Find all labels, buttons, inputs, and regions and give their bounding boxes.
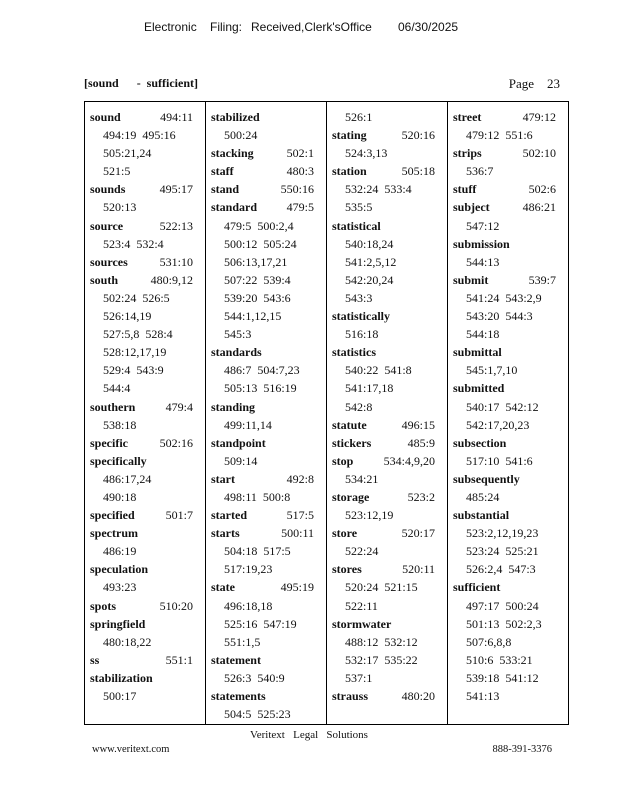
- index-refs: 505:18: [401, 164, 435, 179]
- index-term: stormwater: [332, 616, 392, 631]
- index-entry-first-line: [90, 180, 201, 198]
- index-entry-refs: 522:24: [345, 544, 379, 559]
- index-refs: 522:13: [159, 218, 193, 233]
- index-entry-first-line: [211, 144, 322, 162]
- index-entry: [332, 126, 443, 162]
- index-entry-refs: 541:24 543:2,9: [466, 290, 542, 305]
- index-term: stabilization: [90, 670, 153, 685]
- index-entry-refs: 541:17,18: [345, 381, 394, 396]
- index-entry: [211, 524, 322, 578]
- index-entry-refs: 494:19 495:16: [103, 128, 176, 143]
- index-entry-refs: 502:24 526:5: [103, 290, 170, 305]
- index-entry-refs: 500:24: [224, 128, 258, 143]
- index-entry-first-line: [332, 343, 443, 361]
- index-refs: 480:20: [401, 689, 435, 703]
- index-refs: 479:12: [522, 110, 556, 124]
- index-entry-first-line: [453, 578, 564, 596]
- index-term: stop: [332, 453, 354, 468]
- index-entry-first-line: [332, 452, 443, 470]
- index-term: stabilized: [211, 110, 260, 124]
- index-entry-first-line: [211, 434, 322, 452]
- index-entry-refs: 539:18 541:12: [466, 670, 539, 685]
- index-term: ss: [90, 652, 100, 667]
- index-entry: [453, 343, 564, 379]
- index-refs: 502:1: [286, 146, 314, 161]
- index-entry-first-line: [211, 398, 322, 416]
- index-entry-first-line: [332, 687, 443, 705]
- index-entry: [90, 506, 201, 524]
- index-entry-first-line: [211, 198, 322, 216]
- index-refs: 523:2: [407, 489, 435, 504]
- index-entry: [332, 217, 443, 307]
- index-entry-refs: 523:2,12,19,23: [466, 526, 539, 541]
- index-refs: 520:11: [402, 562, 435, 577]
- index-column: [205, 102, 326, 724]
- index-entry-first-line: [453, 235, 564, 253]
- index-column: [447, 102, 568, 724]
- index-term: submittal: [453, 345, 502, 360]
- index-entry-refs: 551:1,5: [224, 634, 261, 649]
- index-refs: 494:11: [160, 110, 193, 124]
- index-entry-refs: 534:21: [345, 471, 379, 486]
- index-term: state: [211, 580, 235, 595]
- index-refs: 479:5: [286, 200, 314, 215]
- index-entry: [90, 253, 201, 271]
- index-entry: [453, 198, 564, 234]
- index-entry: [332, 307, 443, 343]
- index-range: [sound - sufficient]: [84, 76, 199, 90]
- index-refs: 534:4,9,20: [383, 453, 435, 468]
- index-entry-first-line: [453, 470, 564, 488]
- index-entry: [90, 452, 201, 506]
- header-date: 06/30/2025: [398, 20, 459, 34]
- index-entry-refs: 525:16 547:19: [224, 616, 297, 631]
- index-entry-refs: 506:13,17,21: [224, 254, 288, 269]
- index-entry: [211, 506, 322, 524]
- index-term: speculation: [90, 562, 149, 577]
- index-refs: 496:15: [401, 417, 435, 432]
- index-entry-refs: 516:18: [345, 327, 379, 342]
- index-entry-refs: 523:12,19: [345, 508, 394, 523]
- index-entry-refs: 541:2,5,12: [345, 254, 397, 269]
- index-entry: [453, 470, 564, 506]
- index-entry-refs: 486:19: [103, 544, 137, 559]
- index-entry-first-line: [211, 524, 322, 542]
- index-term: starts: [211, 526, 240, 541]
- index-term: specific: [90, 435, 128, 450]
- index-term: specified: [90, 508, 135, 523]
- index-entry-refs: 488:12 532:12: [345, 634, 418, 649]
- index-entry-first-line: [211, 687, 322, 705]
- index-entry-refs: 479:5 500:2,4: [224, 218, 294, 233]
- index-term: stuff: [453, 182, 477, 197]
- index-entry: [211, 687, 322, 723]
- index-refs: 551:1: [165, 652, 193, 667]
- index-entry: [332, 524, 443, 560]
- index-entry-refs: 542:8: [345, 399, 373, 414]
- index-term: submitted: [453, 381, 505, 396]
- index-entry-refs: 542:17,20,23: [466, 417, 530, 432]
- index-entry-refs: 485:24: [466, 489, 500, 504]
- index-term: subsequently: [453, 471, 520, 486]
- index-term: store: [332, 526, 358, 541]
- index-entry-refs: 500:17: [103, 689, 137, 703]
- index-entry-refs: 537:1: [345, 670, 373, 685]
- index-entry: [453, 271, 564, 343]
- index-entry: [332, 488, 443, 524]
- footer-phone: 888-391-3376: [492, 744, 552, 755]
- index-term: springfield: [90, 616, 146, 631]
- index-entry-refs: 544:1,12,15: [224, 309, 282, 324]
- index-entry: [453, 434, 564, 470]
- index-entry-refs: 517:10 541:6: [466, 453, 533, 468]
- index-entry-first-line: [90, 217, 201, 235]
- index-term: station: [332, 164, 367, 179]
- index-entry-first-line: [332, 108, 443, 126]
- index-entry-refs: 538:18: [103, 417, 137, 432]
- index-entry: [332, 434, 443, 452]
- index-refs: 501:7: [165, 508, 193, 523]
- index-entry-first-line: [453, 108, 564, 126]
- index-entry-refs: 497:17 500:24: [466, 598, 539, 613]
- index-entry-first-line: [211, 343, 322, 361]
- index-entry: [453, 180, 564, 198]
- index-entry-refs: 490:18: [103, 489, 137, 504]
- index-entry-refs: 520:13: [103, 200, 137, 215]
- index-entry-first-line: [90, 398, 201, 416]
- index-refs: 502:16: [159, 435, 193, 450]
- index-entry-refs: 507:22 539:4: [224, 272, 291, 287]
- index-entry-refs: 486:7 504:7,23: [224, 363, 300, 378]
- index-term: statistical: [332, 218, 381, 233]
- index-entry-refs: 527:5,8 528:4: [103, 327, 173, 342]
- index-term: statute: [332, 417, 367, 432]
- index-entry-refs: 521:5: [103, 164, 131, 179]
- index-term: statistics: [332, 345, 376, 360]
- index-term: strauss: [332, 689, 369, 703]
- index-entry: [211, 343, 322, 397]
- index-term: stacking: [211, 146, 254, 161]
- index-entry-first-line: [332, 560, 443, 578]
- index-entry-refs: 523:24 525:21: [466, 544, 539, 559]
- index-term: subject: [453, 200, 490, 215]
- index-entry-refs: 486:17,24: [103, 471, 152, 486]
- index-entry: [211, 470, 322, 506]
- index-entry-refs: 523:4 532:4: [103, 236, 164, 251]
- index-refs: 550:16: [280, 182, 314, 197]
- index-entry-first-line: [90, 434, 201, 452]
- index-entry-first-line: [90, 651, 201, 669]
- index-entry: [90, 271, 201, 398]
- index-entry-refs: 501:13 502:2,3: [466, 616, 542, 631]
- footer-company: Veritext Legal Solutions: [250, 729, 368, 741]
- index-term: sounds: [90, 182, 126, 197]
- index-term: spots: [90, 598, 117, 613]
- index-entry-first-line: [90, 524, 201, 542]
- index-refs: 480:3: [286, 164, 314, 179]
- index-entry-refs: 542:20,24: [345, 272, 394, 287]
- index-entry-refs: 520:24 521:15: [345, 580, 418, 595]
- index-entry-first-line: [211, 162, 322, 180]
- index-refs: 480:9,12: [150, 272, 193, 287]
- index-entry: [90, 615, 201, 651]
- index-entry-first-line: [453, 379, 564, 397]
- index-refs: 520:16: [401, 128, 435, 143]
- index-entry-refs: 507:6,8,8: [466, 634, 512, 649]
- index-refs: 492:8: [286, 471, 314, 486]
- index-entry: [90, 524, 201, 560]
- index-entry: [453, 506, 564, 578]
- index-entry-refs: 540:18,24: [345, 236, 394, 251]
- index-entry-first-line: [453, 434, 564, 452]
- index-entry-first-line: [90, 452, 201, 470]
- index-entry: [332, 560, 443, 614]
- index-term: statistically: [332, 309, 390, 324]
- index-entry: [332, 162, 443, 216]
- index-entry-first-line: [90, 271, 201, 289]
- index-entry-first-line: [453, 506, 564, 524]
- header-electronic: Electronic: [144, 20, 197, 34]
- index-entry: [332, 343, 443, 415]
- index-entry-first-line: [90, 560, 201, 578]
- index-term: statements: [211, 689, 266, 703]
- index-entry-refs: 493:23: [103, 580, 137, 595]
- index-entry-refs: 526:14,19: [103, 309, 152, 324]
- index-term: subsection: [453, 435, 507, 450]
- index-entry-first-line: [332, 488, 443, 506]
- index-term: standing: [211, 399, 256, 414]
- index-entry-refs: 545:1,7,10: [466, 363, 518, 378]
- index-entry: [211, 434, 322, 470]
- index-term: started: [211, 508, 247, 523]
- index-refs: 500:11: [281, 526, 314, 541]
- index-refs: 520:17: [401, 526, 435, 541]
- index-entry-first-line: [332, 217, 443, 235]
- index-term: submission: [453, 236, 510, 251]
- index-entry: [453, 578, 564, 705]
- index-refs: 486:21: [522, 200, 556, 215]
- index-entry-first-line: [453, 198, 564, 216]
- index-entry-refs: 510:6 533:21: [466, 652, 533, 667]
- index-entry: [211, 180, 322, 198]
- index-entry: [90, 217, 201, 253]
- index-entry-first-line: [90, 669, 201, 687]
- index-entry: [332, 687, 443, 705]
- index-entry: [90, 434, 201, 452]
- index-entry-first-line: [332, 416, 443, 434]
- index-entry-refs: 479:12 551:6: [466, 128, 533, 143]
- index-entry-refs: 505:13 516:19: [224, 381, 297, 396]
- index-term: spectrum: [90, 526, 138, 541]
- index-entry: [211, 398, 322, 434]
- index-entry-refs: 517:19,23: [224, 562, 273, 577]
- index-entry-first-line: [332, 434, 443, 452]
- index-entry-first-line: [211, 578, 322, 596]
- page-number: Page 23: [508, 76, 560, 91]
- index-entry-refs: 528:12,17,19: [103, 345, 167, 360]
- header-filing: Filing:: [210, 20, 243, 34]
- index-entry: [211, 108, 322, 144]
- index-refs: 502:10: [522, 146, 556, 161]
- index-entry: [453, 235, 564, 271]
- index-refs: 485:9: [407, 435, 435, 450]
- header-received: Received,Clerk'sOffice: [251, 20, 372, 34]
- index-term: stand: [211, 182, 240, 197]
- index-entry-refs: 526:2,4 547:3: [466, 562, 536, 577]
- index-column: [326, 102, 447, 724]
- index-entry-refs: 505:21,24: [103, 146, 152, 161]
- index-term: stores: [332, 562, 362, 577]
- index-entry-refs: 535:5: [345, 200, 373, 215]
- index-term: storage: [332, 489, 370, 504]
- index-entry-first-line: [453, 271, 564, 289]
- index-entry-refs: 539:20 543:6: [224, 290, 291, 305]
- index-term: stating: [332, 128, 367, 143]
- index-entry: [332, 416, 443, 434]
- index-entry-first-line: [453, 144, 564, 162]
- index-term: submit: [453, 272, 489, 287]
- index-entry: [211, 162, 322, 180]
- index-entry: [90, 560, 201, 596]
- index-entry-refs: 540:22 541:8: [345, 363, 412, 378]
- index-term: specifically: [90, 453, 147, 468]
- index-entry: [211, 144, 322, 162]
- index-entry-refs: 500:12 505:24: [224, 236, 297, 251]
- index-term: source: [90, 218, 124, 233]
- index-refs: 526:1: [345, 110, 373, 124]
- index-entry-refs: 529:4 543:9: [103, 363, 164, 378]
- index-entry-first-line: [332, 126, 443, 144]
- index-entry-first-line: [332, 615, 443, 633]
- index-entry-refs: 543:20 544:3: [466, 309, 533, 324]
- index-term: southern: [90, 399, 136, 414]
- index-entry: [90, 398, 201, 434]
- index-entry-refs: 498:11 500:8: [224, 489, 291, 504]
- index-entry-refs: 522:11: [345, 598, 378, 613]
- index-entry: [211, 198, 322, 343]
- index-entry: [453, 108, 564, 144]
- index-term: sources: [90, 254, 128, 269]
- index-entry-first-line: [332, 162, 443, 180]
- index-entry: [332, 615, 443, 687]
- index-entry-first-line: [453, 180, 564, 198]
- index-entry: [332, 452, 443, 488]
- index-entry-refs: 544:4: [103, 381, 131, 396]
- index-refs: 502:6: [528, 182, 556, 197]
- index-entry: [332, 108, 443, 126]
- index-entry-refs: 496:18,18: [224, 598, 273, 613]
- index-term: strips: [453, 146, 482, 161]
- index-entry-refs: 524:3,13: [345, 146, 388, 161]
- index-entry-refs: 540:17 542:12: [466, 399, 539, 414]
- index-entry-first-line: [332, 307, 443, 325]
- index-entry-refs: 544:18: [466, 327, 500, 342]
- index-refs: 479:4: [165, 399, 193, 414]
- index-term: sufficient: [453, 580, 501, 595]
- index-entry-refs: 526:3 540:9: [224, 670, 285, 685]
- index-entry-refs: 509:14: [224, 453, 258, 468]
- index-entry-refs: 541:13: [466, 689, 500, 703]
- index-entry: [211, 651, 322, 687]
- index-entry-refs: 480:18,22: [103, 634, 152, 649]
- index-entry-first-line: [211, 506, 322, 524]
- index-entry-refs: 499:11,14: [224, 417, 272, 432]
- index-entry-refs: 545:3: [224, 327, 252, 342]
- index-entry-first-line: [90, 615, 201, 633]
- index-entry: [90, 651, 201, 669]
- word-index-table: [84, 101, 569, 725]
- index-entry: [90, 669, 201, 705]
- index-entry-refs: 547:12: [466, 218, 500, 233]
- index-entry: [211, 578, 322, 650]
- index-term: substantial: [453, 508, 510, 523]
- index-entry: [453, 144, 564, 180]
- index-entry-first-line: [90, 108, 201, 126]
- index-term: standards: [211, 345, 262, 360]
- index-entry: [453, 379, 564, 433]
- footer-website: www.veritext.com: [92, 744, 170, 755]
- index-entry-first-line: [211, 651, 322, 669]
- index-column: [85, 102, 205, 724]
- index-entry-first-line: [90, 253, 201, 271]
- index-entry: [90, 180, 201, 216]
- index-term: statement: [211, 652, 261, 667]
- index-term: standpoint: [211, 435, 266, 450]
- index-refs: 495:19: [280, 580, 314, 595]
- index-entry-first-line: [453, 343, 564, 361]
- index-entry-first-line: [211, 470, 322, 488]
- index-term: staff: [211, 164, 234, 179]
- index-term: sound: [90, 110, 121, 124]
- index-entry-refs: 532:24 533:4: [345, 182, 412, 197]
- index-refs: 495:17: [159, 182, 193, 197]
- index-term: stickers: [332, 435, 372, 450]
- index-entry: [90, 597, 201, 615]
- index-entry-refs: 504:5 525:23: [224, 707, 291, 722]
- index-entry: [90, 108, 201, 180]
- index-term: start: [211, 471, 235, 486]
- index-entry-refs: 544:13: [466, 254, 500, 269]
- index-entry-first-line: [211, 108, 322, 126]
- index-term: street: [453, 110, 482, 124]
- index-entry-first-line: [90, 506, 201, 524]
- index-refs: 510:20: [159, 598, 193, 613]
- index-entry-refs: 532:17 535:22: [345, 652, 418, 667]
- index-refs: 531:10: [159, 254, 193, 269]
- index-term: standard: [211, 200, 258, 215]
- index-entry-refs: 536:7: [466, 164, 494, 179]
- index-entry-first-line: [332, 524, 443, 542]
- index-refs: 539:7: [528, 272, 556, 287]
- index-entry-refs: 504:18 517:5: [224, 544, 291, 559]
- index-entry-first-line: [90, 597, 201, 615]
- index-term: south: [90, 272, 119, 287]
- index-entry-first-line: [211, 180, 322, 198]
- index-entry-refs: 543:3: [345, 290, 373, 305]
- index-refs: 517:5: [286, 508, 314, 523]
